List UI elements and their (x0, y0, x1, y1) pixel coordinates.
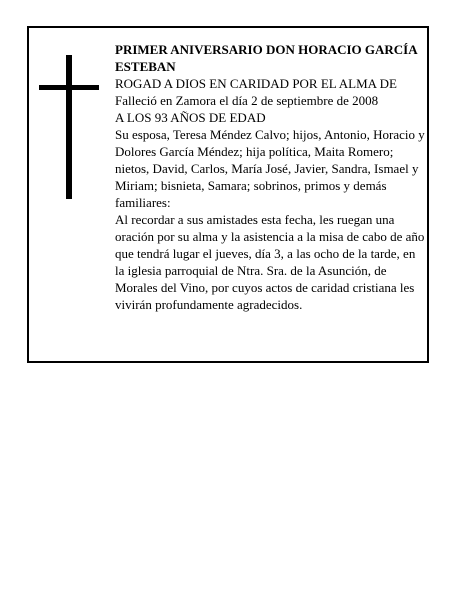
cross-horizontal-bar (39, 85, 99, 90)
age-line: A LOS 93 AÑOS DE EDAD (115, 110, 266, 125)
prayer-line: ROGAD A DIOS EN CARIDAD POR EL ALMA DE (115, 76, 397, 91)
death-line: Falleció en Zamora el día 2 de septiembre de 2008 (115, 93, 379, 108)
family-paragraph: Su esposa, Teresa Méndez Calvo; hijos, Antonio, Horacio y Dolores García Méndez; hija política, Maita Romero; nietos, David, Carlos, María José, Javier, Sandra, Ismael y Miriam; bisnieta, Samara; sobrinos, primos y demás familiares: (115, 127, 425, 210)
cross-icon (39, 55, 99, 199)
cross-vertical-bar (66, 55, 72, 199)
notice-title: PRIMER ANIVERSARIO DON HORACIO GARCÍA ESTEBAN (115, 42, 417, 74)
notice-text (115, 41, 425, 313)
invitation-paragraph: Al recordar a sus amistades esta fecha, les ruegan una oración por su alma y la asistencia a la misa de cabo de año que tendrá lugar el jueves, día 3, a las ocho de la tarde, en la iglesia parroquial de Ntra. Sra. de la Asunción, de Morales del Vino, por cuyos actos de caridad cristiana les vivirán profundamente agradecidos. (115, 212, 425, 312)
obituary-notice (27, 26, 429, 363)
